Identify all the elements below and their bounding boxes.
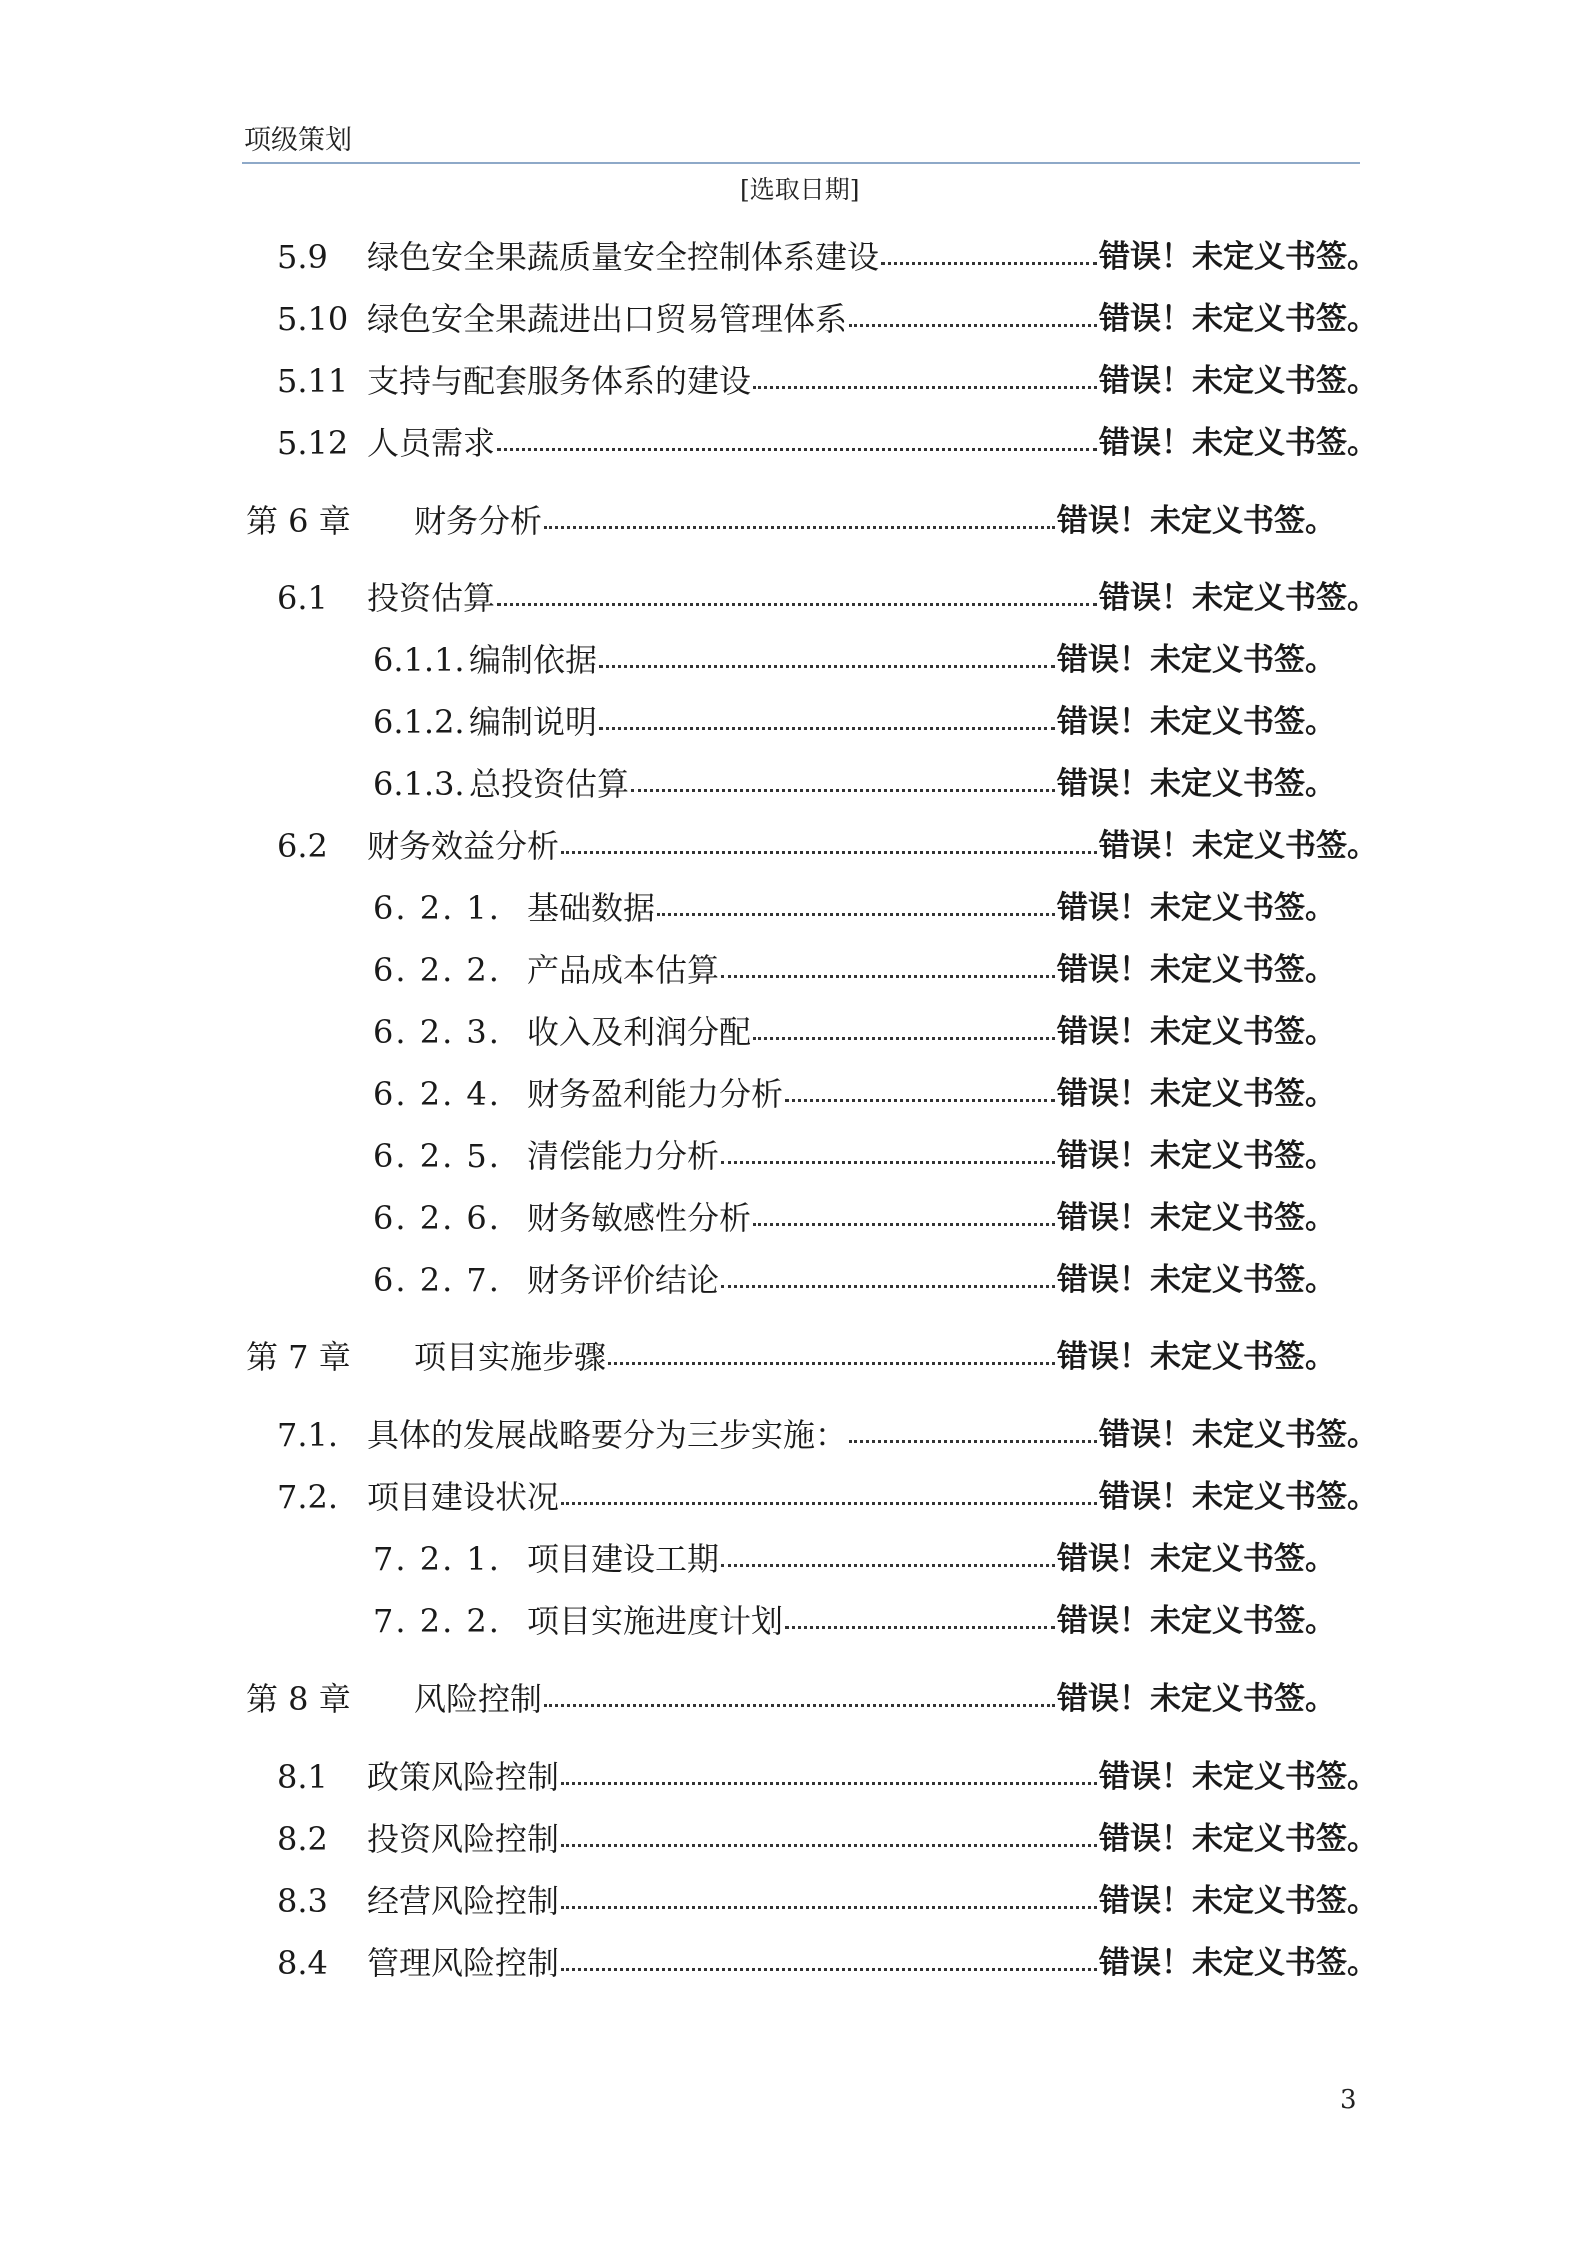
toc-entry-title: 编制说明 <box>469 703 598 741</box>
toc-entry-title: 项目实施进度计划 <box>527 1602 784 1640</box>
toc-leader <box>721 1161 1055 1164</box>
toc-entry-page: 错误！未定义书签。 <box>1099 1821 1378 1857</box>
toc-entry-title: 总投资估算 <box>469 765 630 803</box>
toc-entry-page: 错误！未定义书签。 <box>1099 1479 1378 1515</box>
header-date-placeholder: [选取日期] <box>740 175 860 204</box>
toc-entry-title: 投资估算 <box>367 579 496 617</box>
toc-entry-title: 绿色安全果蔬质量安全控制体系建设 <box>367 238 880 276</box>
toc-leader <box>497 603 1097 606</box>
toc-entry-number: 8.3 <box>277 1882 328 1920</box>
toc-entry-number: 5.11 <box>277 362 349 400</box>
toc-entry[interactable] <box>277 225 1378 276</box>
toc-entry-title: 财务敏感性分析 <box>527 1199 752 1237</box>
toc-entry-number: 7.2. <box>277 1478 339 1516</box>
toc-leader <box>721 1564 1055 1567</box>
toc-entry-title: 绿色安全果蔬进出口贸易管理体系 <box>367 300 848 338</box>
toc-entry-title: 支持与配套服务体系的建设 <box>367 362 752 400</box>
toc-entry[interactable] <box>373 1527 1336 1578</box>
toc-leader <box>849 324 1097 327</box>
toc-leader <box>849 1440 1097 1443</box>
toc-leader <box>544 1704 1055 1707</box>
toc-entry-page: 错误！未定义书签。 <box>1057 890 1336 926</box>
toc-entry-page: 错误！未定义书签。 <box>1057 1339 1336 1375</box>
toc-leader <box>544 526 1055 529</box>
toc-entry[interactable] <box>373 1248 1336 1299</box>
toc-entry[interactable] <box>373 1589 1336 1640</box>
toc-leader <box>599 665 1055 668</box>
toc-leader <box>599 727 1055 730</box>
toc-entry-page: 错误！未定义书签。 <box>1099 828 1378 864</box>
toc-leader <box>785 1099 1055 1102</box>
toc-entry-page: 错误！未定义书签。 <box>1057 503 1336 539</box>
toc-leader <box>753 386 1097 389</box>
toc-entry-page: 错误！未定义书签。 <box>1099 239 1378 275</box>
toc-entry-page: 错误！未定义书签。 <box>1057 1541 1336 1577</box>
toc-entry-title: 政策风险控制 <box>367 1758 560 1796</box>
toc-leader <box>608 1362 1055 1365</box>
toc-entry[interactable] <box>373 1000 1336 1051</box>
toc-entry-title: 财务盈利能力分析 <box>527 1075 784 1113</box>
toc-leader <box>753 1223 1055 1226</box>
toc-entry-number: 6. 2. 2. <box>373 951 501 989</box>
toc-entry-page: 错误！未定义书签。 <box>1099 425 1378 461</box>
toc-leader <box>561 851 1097 854</box>
toc-entry-title: 财务效益分析 <box>367 827 560 865</box>
toc-entry[interactable] <box>277 1465 1378 1516</box>
toc-leader <box>631 789 1055 792</box>
toc-entry-number: 5.12 <box>277 424 349 462</box>
toc-entry-number: 6.2 <box>277 827 328 865</box>
toc-leader <box>753 1037 1055 1040</box>
toc-entry-page: 错误！未定义书签。 <box>1057 704 1336 740</box>
toc-entry-title: 风险控制 <box>414 1680 543 1718</box>
toc-entry-number: 第 6 章 <box>246 502 351 540</box>
toc-entry-number: 5.9 <box>277 238 328 276</box>
toc-entry[interactable] <box>277 1403 1378 1454</box>
toc-entry[interactable] <box>277 814 1378 865</box>
toc-entry-title: 投资风险控制 <box>367 1820 560 1858</box>
toc-entry[interactable] <box>277 1807 1378 1858</box>
toc-entry-page: 错误！未定义书签。 <box>1099 1883 1378 1919</box>
toc-leader <box>657 913 1055 916</box>
toc-entry-number: 6. 2. 6. <box>373 1199 501 1237</box>
toc-entry[interactable] <box>277 411 1378 462</box>
toc-entry[interactable] <box>373 1062 1336 1113</box>
toc-entry[interactable] <box>246 489 1336 540</box>
toc-entry-title: 项目建设状况 <box>367 1478 560 1516</box>
toc-entry-title: 财务评价结论 <box>527 1261 720 1299</box>
toc-entry-page: 错误！未定义书签。 <box>1057 1681 1336 1717</box>
toc-leader <box>785 1626 1055 1629</box>
toc-entry-page: 错误！未定义书签。 <box>1099 363 1378 399</box>
toc-entry[interactable] <box>246 1325 1336 1376</box>
toc-entry-number: 8.4 <box>277 1944 328 1982</box>
header-title: 项级策划 <box>244 125 352 156</box>
toc-leader <box>561 1782 1097 1785</box>
toc-entry-number: 8.1 <box>277 1758 328 1796</box>
toc-entry-number: 7.1. <box>277 1416 339 1454</box>
toc-entry-number: 7. 2. 2. <box>373 1602 501 1640</box>
toc-entry-number: 6.1.3. <box>373 765 465 803</box>
toc-entry[interactable] <box>373 876 1336 927</box>
toc-leader <box>721 975 1055 978</box>
toc-entry-number: 6. 2. 1. <box>373 889 501 927</box>
toc-entry-title: 经营风险控制 <box>367 1882 560 1920</box>
toc-entry-page: 错误！未定义书签。 <box>1099 301 1378 337</box>
toc-entry-number: 8.2 <box>277 1820 328 1858</box>
toc-entry-page: 错误！未定义书签。 <box>1057 642 1336 678</box>
toc-entry-page: 错误！未定义书签。 <box>1057 1076 1336 1112</box>
toc-entry-number: 6.1 <box>277 579 328 617</box>
toc-entry-number: 第 8 章 <box>246 1680 351 1718</box>
toc-entry[interactable] <box>277 287 1378 338</box>
toc-entry-page: 错误！未定义书签。 <box>1057 952 1336 988</box>
toc-entry-title: 项目建设工期 <box>527 1540 720 1578</box>
toc-leader <box>497 448 1097 451</box>
toc-entry-title: 管理风险控制 <box>367 1944 560 1982</box>
toc-entry[interactable] <box>373 752 1336 803</box>
toc-entry-page: 错误！未定义书签。 <box>1099 1759 1378 1795</box>
toc-entry-page: 错误！未定义书签。 <box>1057 766 1336 802</box>
toc-entry-number: 第 7 章 <box>246 1338 351 1376</box>
toc-entry-title: 清偿能力分析 <box>527 1137 720 1175</box>
toc-entry-number: 6. 2. 7. <box>373 1261 501 1299</box>
toc-entry[interactable] <box>277 349 1378 400</box>
toc-leader <box>721 1285 1055 1288</box>
toc-entry[interactable] <box>373 690 1336 741</box>
toc-entry[interactable] <box>373 628 1336 679</box>
toc-entry-number: 6.1.1. <box>373 641 465 679</box>
toc-entry[interactable] <box>277 1931 1378 1982</box>
toc-entry-page: 错误！未定义书签。 <box>1057 1138 1336 1174</box>
toc-entry[interactable] <box>373 1186 1336 1237</box>
toc-entry-number: 7. 2. 1. <box>373 1540 501 1578</box>
toc-leader <box>561 1502 1097 1505</box>
toc-entry[interactable] <box>373 938 1336 989</box>
toc-entry[interactable] <box>373 1124 1336 1175</box>
toc-entry-page: 错误！未定义书签。 <box>1099 580 1378 616</box>
toc-entry[interactable] <box>246 1667 1336 1718</box>
toc-leader <box>561 1968 1097 1971</box>
page-number: 3 <box>1340 2085 1357 2115</box>
toc-entry-title: 基础数据 <box>527 889 656 927</box>
toc-entry-title: 产品成本估算 <box>527 951 720 989</box>
toc-entry-number: 6. 2. 4. <box>373 1075 501 1113</box>
toc-entry-page: 错误！未定义书签。 <box>1099 1417 1378 1453</box>
toc-entry-page: 错误！未定义书签。 <box>1057 1603 1336 1639</box>
toc-entry-title: 财务分析 <box>414 502 543 540</box>
toc-entry-title: 人员需求 <box>367 424 496 462</box>
toc-entry[interactable] <box>277 1745 1378 1796</box>
toc-entry-title: 编制依据 <box>469 641 598 679</box>
toc-entry-title: 具体的发展战略要分为三步实施： <box>367 1416 848 1454</box>
toc-entry-page: 错误！未定义书签。 <box>1099 1945 1378 1981</box>
toc-entry-page: 错误！未定义书签。 <box>1057 1014 1336 1050</box>
toc-leader <box>561 1906 1097 1909</box>
toc-entry-page: 错误！未定义书签。 <box>1057 1262 1336 1298</box>
toc-entry-number: 6. 2. 3. <box>373 1013 501 1051</box>
toc-entry-number: 6. 2. 5. <box>373 1137 501 1175</box>
toc-leader <box>881 262 1097 265</box>
toc-entry-page: 错误！未定义书签。 <box>1057 1200 1336 1236</box>
toc-entry-title: 项目实施步骤 <box>414 1338 607 1376</box>
toc-leader <box>561 1844 1097 1847</box>
toc-entry[interactable] <box>277 566 1378 617</box>
toc-entry-number: 5.10 <box>277 300 349 338</box>
toc-entry[interactable] <box>277 1869 1378 1920</box>
toc-entry-number: 6.1.2. <box>373 703 465 741</box>
toc-entry-title: 收入及利润分配 <box>527 1013 752 1051</box>
